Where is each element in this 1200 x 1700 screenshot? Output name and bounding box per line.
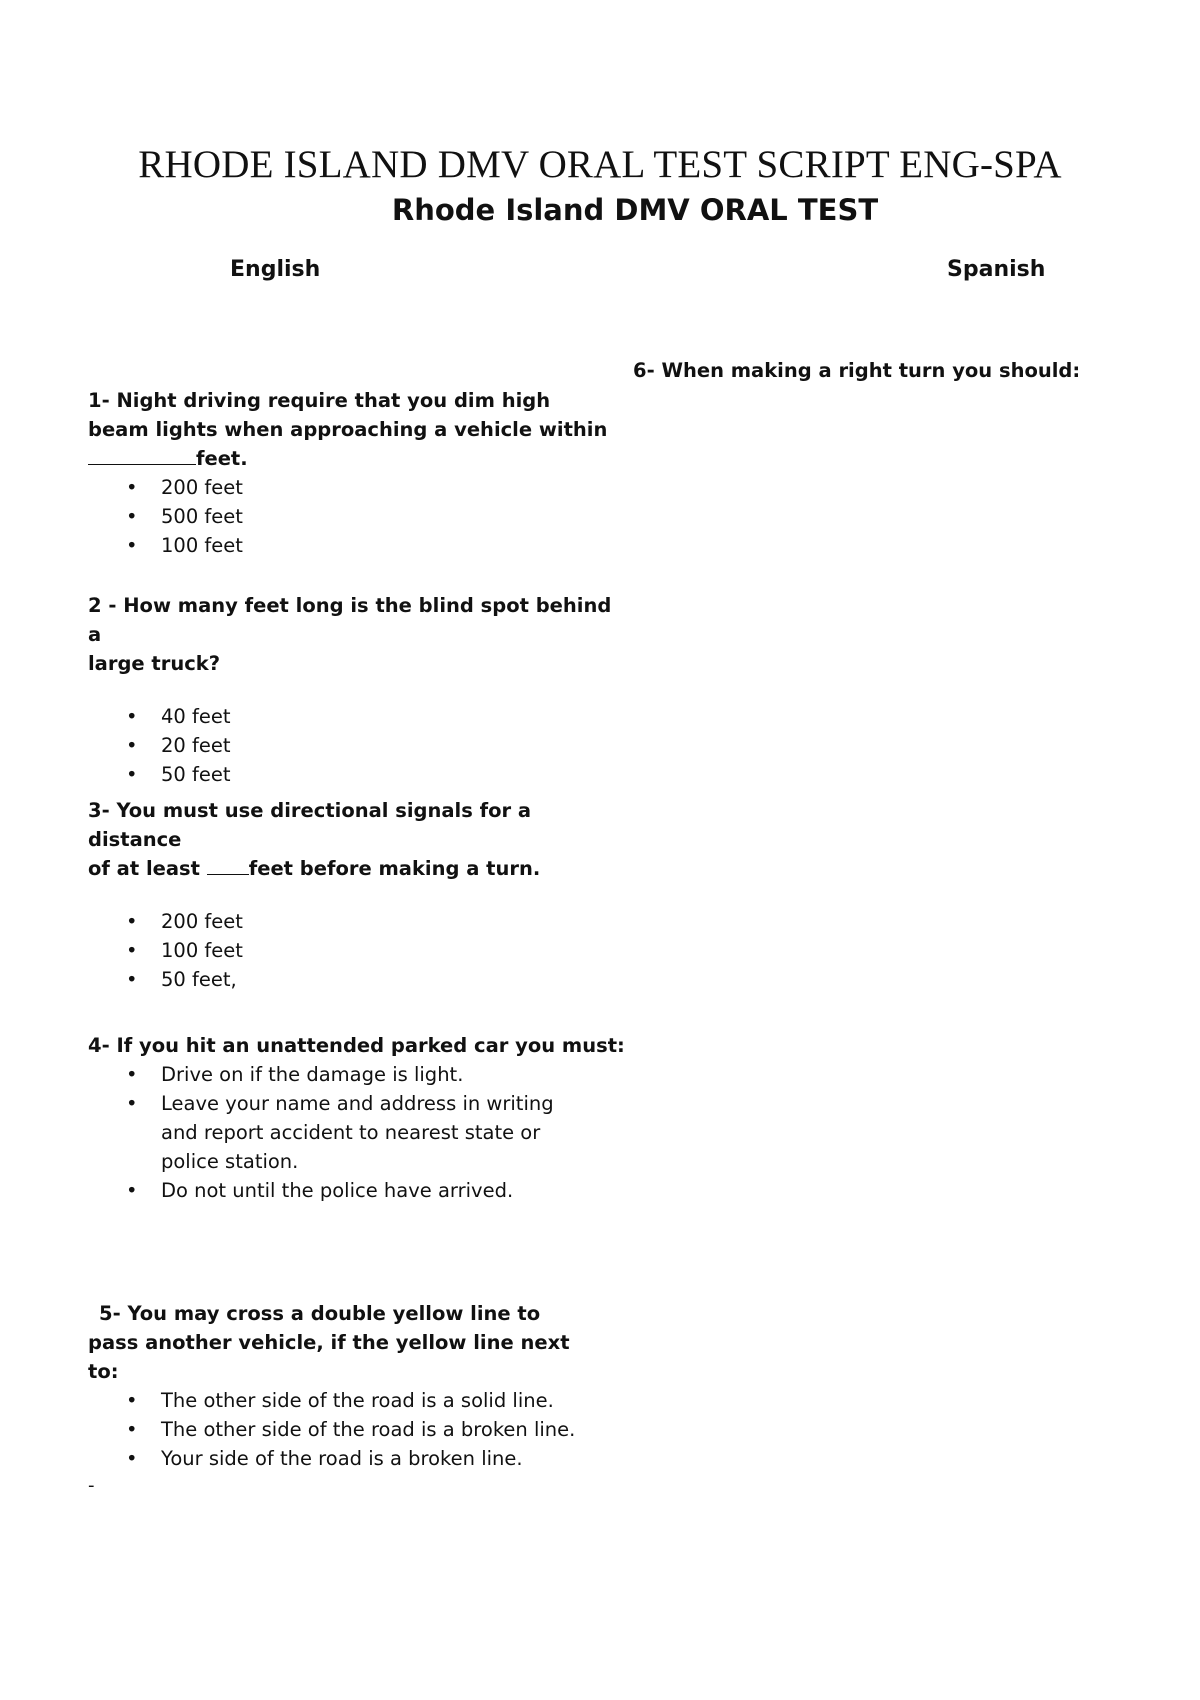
question-3-text: 3- You must use directional signals for a distance of at least feet before making a turn. — [88, 799, 541, 880]
question-1-options — [88, 473, 628, 560]
option-item: • 100 feet — [126, 531, 628, 560]
option-item: • 40 feet — [126, 702, 628, 731]
question-1 — [88, 386, 628, 560]
option-item: • Do not until the police have arrived. — [126, 1176, 576, 1205]
question-5-text: 5- You may cross a double yellow line to pass another vehicle, if the yellow line next to: — [88, 1302, 570, 1383]
option-item: • 200 feet — [126, 473, 628, 502]
option-item: • Your side of the road is a broken line. — [126, 1444, 628, 1473]
option-item: • 50 feet — [126, 760, 628, 789]
option-item: • The other side of the road is a broken line. — [126, 1415, 628, 1444]
column-header-spanish: Spanish — [947, 257, 1046, 282]
option-item: • 20 feet — [126, 731, 628, 760]
question-1-text: 1- Night driving require that you dim high beam lights when approaching a vehicle within feet. — [88, 389, 608, 470]
option-item: • The other side of the road is a solid line. — [126, 1386, 628, 1415]
question-2 — [88, 591, 628, 789]
answer-blank — [88, 444, 196, 465]
column-header-english: English — [230, 257, 321, 282]
option-item: • Drive on if the damage is light. — [126, 1060, 576, 1089]
question-6-text: 6- When making a right turn you should: — [633, 359, 1081, 382]
option-item: • 50 feet, — [126, 965, 628, 994]
doc-title: RHODE ISLAND DMV ORAL TEST SCRIPT ENG-SPA — [138, 143, 1062, 186]
answer-blank — [207, 854, 249, 875]
option-item: • 500 feet — [126, 502, 628, 531]
question-2-text: 2 - How many feet long is the blind spot behind a large truck? — [88, 594, 612, 675]
option-item: • 100 feet — [126, 936, 628, 965]
question-5-options — [88, 1386, 628, 1473]
option-item: • Leave your name and address in writing and report accident to nearest state or police station. — [126, 1089, 576, 1176]
trailing-dash: - — [88, 1475, 95, 1496]
question-4-text: 4- If you hit an unattended parked car you must: — [88, 1034, 625, 1057]
question-3-options — [88, 907, 628, 994]
question-4-options — [88, 1060, 576, 1205]
question-4 — [88, 1031, 628, 1205]
question-2-options — [88, 702, 628, 789]
question-3 — [88, 796, 628, 994]
option-item: • 200 feet — [126, 907, 628, 936]
doc-subtitle: Rhode Island DMV ORAL TEST — [391, 193, 879, 227]
question-5 — [88, 1299, 628, 1473]
